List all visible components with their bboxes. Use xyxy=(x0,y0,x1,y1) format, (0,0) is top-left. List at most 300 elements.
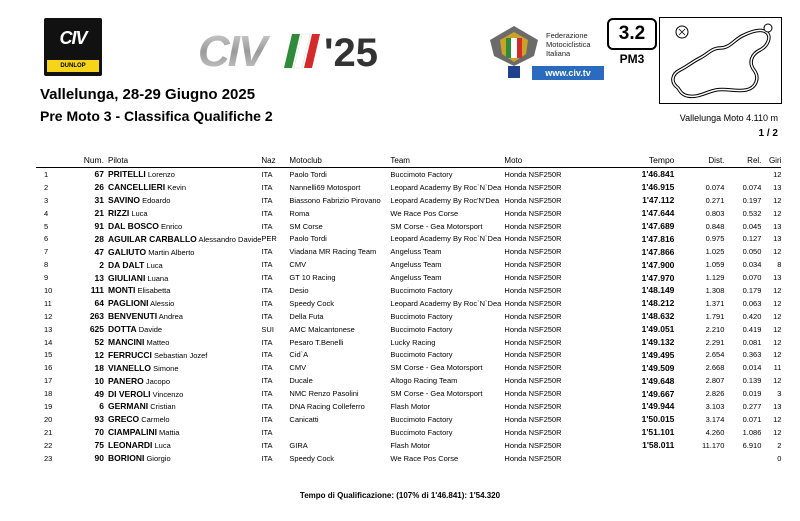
table-row xyxy=(36,426,781,439)
col-num: Num. xyxy=(66,153,108,168)
row-tempo: 1'47.112 xyxy=(642,195,675,206)
col-dist: Dist. xyxy=(674,153,724,168)
row-giri: 12 xyxy=(773,208,782,218)
row-dist: 1.371 xyxy=(705,298,725,308)
row-moto: Honda NSF250R xyxy=(504,221,562,231)
row-motoclub: Ducale xyxy=(289,376,313,386)
row-dist: 2.668 xyxy=(705,363,725,373)
row-pos: 4 xyxy=(44,208,49,218)
row-tempo xyxy=(630,452,674,465)
table-row xyxy=(36,297,781,310)
row-naz: PER xyxy=(261,234,277,244)
row-dist: 2.826 xyxy=(705,389,725,399)
federation-url[interactable]: www.civ.tv xyxy=(532,66,604,80)
row-pos: 1 xyxy=(44,169,49,179)
results-body xyxy=(36,168,781,465)
row-moto: Honda NSF250R xyxy=(504,298,562,308)
row-num: 93 xyxy=(94,414,104,425)
row-dist: 3.174 xyxy=(705,414,725,424)
rider-surname: VIANELLO xyxy=(108,362,151,373)
row-tempo: 1'49.944 xyxy=(641,401,675,412)
row-num: 47 xyxy=(94,246,104,257)
row-dist: 0.803 xyxy=(705,208,725,218)
federation-name-line2: Motociclistica xyxy=(546,40,591,49)
row-motoclub: GT 10 Racing xyxy=(289,273,336,283)
row-rel: 0.063 xyxy=(742,298,762,308)
row-pos: 12 xyxy=(44,311,53,321)
row-pilota xyxy=(108,413,261,426)
row-num: 52 xyxy=(94,337,104,348)
row-naz: ITA xyxy=(261,401,273,411)
row-naz: ITA xyxy=(261,169,273,179)
row-pilota xyxy=(108,310,261,323)
track-info: Vallelunga Moto 4.110 m xyxy=(679,113,778,123)
row-giri: 12 xyxy=(773,285,782,295)
row-team: Leopard Academy By Roc`N`Dea xyxy=(390,234,502,244)
rider-firstname: Alessandro Davide xyxy=(198,234,262,244)
row-dist: 11.170 xyxy=(702,440,725,450)
row-pos: 15 xyxy=(44,350,53,360)
row-num: 2 xyxy=(99,259,104,270)
row-naz: ITA xyxy=(261,221,273,231)
row-team: We Race Pos Corse xyxy=(390,453,459,463)
page-number: 1 / 2 xyxy=(758,128,778,139)
row-moto: Honda NSF250R xyxy=(504,285,562,295)
row-giri: 12 xyxy=(773,324,782,334)
row-naz: ITA xyxy=(261,376,273,386)
row-tempo: 1'46.841 xyxy=(641,169,675,180)
row-pilota xyxy=(108,220,261,233)
row-motoclub: Pesaro T.Benelli xyxy=(289,337,344,347)
rider-firstname: Luca xyxy=(131,209,148,219)
row-pos: 19 xyxy=(44,401,53,411)
row-motoclub: NMC Renzo Pasolini xyxy=(289,389,359,399)
rider-firstname: Luana xyxy=(147,273,169,283)
rider-surname: FERRUCCI xyxy=(108,349,152,360)
row-num: 12 xyxy=(94,349,104,360)
rider-surname: CIAMPALINI xyxy=(108,427,157,438)
rider-firstname: Alessio xyxy=(150,299,175,309)
row-motoclub: Desio xyxy=(289,285,309,295)
row-naz: ITA xyxy=(261,389,273,399)
row-pos: 16 xyxy=(44,363,53,373)
federation-name-line3: Italiana xyxy=(546,49,571,58)
row-dist: 2.291 xyxy=(705,337,725,347)
rider-firstname: Edoardo xyxy=(142,196,171,206)
row-moto: Honda NSF250R xyxy=(504,311,562,321)
row-num: 49 xyxy=(94,388,104,399)
col-pilota: Pilota xyxy=(108,153,261,168)
federation-name-line1: Federazione xyxy=(546,31,588,40)
row-pos: 14 xyxy=(44,337,53,347)
row-tempo: 1'47.970 xyxy=(641,272,675,283)
row-moto: Honda NSF250R xyxy=(504,324,562,334)
table-row xyxy=(36,336,781,349)
row-num: 18 xyxy=(94,362,104,373)
row-tempo: 1'49.051 xyxy=(641,324,675,335)
row-pos: 23 xyxy=(44,453,53,463)
table-row xyxy=(36,361,781,374)
table-row xyxy=(36,387,781,400)
row-pos: 17 xyxy=(44,376,53,386)
row-num: 28 xyxy=(94,233,104,244)
row-naz: ITA xyxy=(261,337,273,347)
row-num: 6 xyxy=(99,401,104,412)
row-naz: ITA xyxy=(261,260,273,270)
row-giri: 13 xyxy=(773,221,782,231)
table-row xyxy=(36,258,781,271)
row-giri: 12 xyxy=(773,414,782,424)
row-pos: 6 xyxy=(44,234,49,244)
row-giri: 2 xyxy=(777,440,782,450)
row-num: 111 xyxy=(90,285,104,296)
row-naz: ITA xyxy=(261,440,273,450)
table-row xyxy=(36,400,781,413)
row-pilota xyxy=(108,361,261,374)
row-team: Angeluss Team xyxy=(390,247,442,257)
rider-firstname: Martin Alberto xyxy=(148,247,195,257)
rider-firstname: Matteo xyxy=(146,338,170,348)
row-tempo: 1'46.915 xyxy=(641,182,675,193)
row-giri: 12 xyxy=(773,247,782,257)
row-rel: 0.034 xyxy=(742,260,762,270)
row-tempo: 1'47.816 xyxy=(641,233,675,244)
row-motoclub: Paolo Tordi xyxy=(289,169,327,179)
rider-surname: CANCELLIERI xyxy=(108,182,166,193)
row-dist: 0.848 xyxy=(705,221,725,231)
row-team: SM Corse - Gea Motorsport xyxy=(390,221,483,231)
row-moto: Honda NSF250R xyxy=(504,169,562,179)
row-pos: 20 xyxy=(44,414,53,424)
row-rel: 0.070 xyxy=(742,273,762,283)
qualification-time: Tempo di Qualificazione: (107% di 1'46.841): 1'54.320 xyxy=(299,491,501,500)
row-rel: 6.910 xyxy=(742,440,762,450)
rider-firstname: Vincenzo xyxy=(152,389,184,399)
track-map-icon xyxy=(659,17,782,104)
row-pilota xyxy=(108,323,261,336)
row-giri: 12 xyxy=(773,337,782,347)
row-tempo: 1'48.212 xyxy=(641,298,675,309)
results-table xyxy=(36,153,781,464)
rider-surname: BORIONI xyxy=(108,453,145,464)
rider-firstname: Luca xyxy=(146,260,163,270)
row-giri: 8 xyxy=(777,260,782,270)
rider-firstname: Davide xyxy=(138,325,163,335)
row-giri: 13 xyxy=(773,273,782,283)
row-team: Lucky Racing xyxy=(390,337,436,347)
row-naz: ITA xyxy=(261,273,273,283)
rider-firstname: Cristian xyxy=(150,402,176,412)
session-title: Pre Moto 3 - Classifica Qualifiche 2 xyxy=(40,108,273,124)
row-motoclub: SM Corse xyxy=(289,221,323,231)
col-pos xyxy=(36,153,66,168)
row-pilota xyxy=(108,232,261,245)
row-tempo: 1'58.011 xyxy=(642,440,675,451)
row-num: 70 xyxy=(94,427,104,438)
table-row xyxy=(36,245,781,258)
row-num: 75 xyxy=(94,440,104,451)
row-team: Flash Motor xyxy=(390,440,431,450)
rider-firstname: Enrico xyxy=(160,222,183,231)
row-giri: 12 xyxy=(773,169,782,179)
row-motoclub: Nannelli69 Motosport xyxy=(289,182,361,192)
row-num: 10 xyxy=(94,375,104,386)
row-pos: 11 xyxy=(44,298,52,308)
row-giri: 11 xyxy=(773,363,782,373)
rider-surname: DAL BOSCO xyxy=(108,221,159,231)
row-rel: 0.127 xyxy=(742,234,762,244)
row-moto: Honda NSF250R xyxy=(504,363,562,373)
row-pos: 10 xyxy=(44,285,53,295)
row-motoclub xyxy=(289,426,390,439)
table-row xyxy=(36,220,781,233)
row-rel: 0.081 xyxy=(742,337,762,347)
row-rel: 0.071 xyxy=(742,414,762,424)
row-motoclub: Della Futa xyxy=(289,311,324,321)
row-rel: 0.139 xyxy=(742,376,762,386)
row-pos: 2 xyxy=(44,182,49,192)
row-team: Buccimoto Factory xyxy=(390,414,453,424)
row-num: 263 xyxy=(89,311,104,322)
row-team: Angeluss Team xyxy=(390,273,442,283)
row-dist xyxy=(674,452,724,465)
row-moto: Honda NSF250R xyxy=(504,337,562,347)
row-giri: 13 xyxy=(773,401,782,411)
rider-firstname: Elisabetta xyxy=(137,286,171,296)
row-moto: Honda NSF250R xyxy=(504,260,562,270)
row-pos: 13 xyxy=(44,324,53,334)
row-team: SM Corse - Gea Motorsport xyxy=(390,363,483,373)
row-giri: 12 xyxy=(773,195,782,205)
row-team: Leopard Academy By Roc`N`Dea xyxy=(390,182,502,192)
row-pilota xyxy=(108,400,261,413)
rider-surname: GRECO xyxy=(108,414,140,425)
rider-surname: BENVENUTI xyxy=(108,311,158,322)
row-pilota xyxy=(108,439,261,452)
table-row xyxy=(36,194,781,207)
row-naz: ITA xyxy=(261,208,273,218)
row-dist: 2.654 xyxy=(705,350,725,360)
rider-surname: PRITELLI xyxy=(108,169,146,180)
row-pilota xyxy=(108,336,261,349)
row-motoclub: Viadana MR Racing Team xyxy=(289,247,377,257)
row-tempo: 1'47.866 xyxy=(641,246,675,257)
row-dist: 2.807 xyxy=(705,376,725,386)
row-rel: 0.074 xyxy=(742,182,762,192)
row-moto: Honda NSF250R xyxy=(504,182,562,192)
row-tempo: 1'48.632 xyxy=(641,311,675,322)
row-pilota xyxy=(108,374,261,387)
row-dist: 3.103 xyxy=(705,401,725,411)
civ-logo-text: CIV xyxy=(59,28,87,48)
rider-surname: LEONARDI xyxy=(108,440,153,451)
row-moto: Honda NSF250R xyxy=(504,401,562,411)
row-tempo: 1'49.509 xyxy=(641,362,675,373)
rider-surname: GALIUTO xyxy=(108,246,147,257)
row-motoclub: Paolo Tordi xyxy=(289,234,327,244)
col-naz: Naz xyxy=(261,153,289,168)
row-rel: 0.532 xyxy=(742,208,762,218)
row-rel: 1.086 xyxy=(742,427,762,437)
rider-surname: RIZZI xyxy=(108,208,130,219)
row-rel: 0.045 xyxy=(742,221,762,231)
row-tempo: 1'47.644 xyxy=(641,208,675,219)
row-tempo: 1'49.495 xyxy=(641,349,675,360)
row-tempo: 1'47.689 xyxy=(641,221,675,231)
table-row xyxy=(36,271,781,284)
civ25-banner xyxy=(196,28,418,72)
row-naz: ITA xyxy=(261,182,273,192)
rider-firstname: Simone xyxy=(153,363,179,373)
row-num: 625 xyxy=(89,324,104,335)
row-pos: 9 xyxy=(44,273,49,283)
row-naz: SUI xyxy=(261,324,274,334)
row-moto: Honda NSF250R xyxy=(504,440,562,450)
row-pos: 21 xyxy=(44,427,53,437)
row-team: Buccimoto Factory xyxy=(390,427,453,437)
row-giri: 12 xyxy=(773,427,782,437)
rider-surname: PAGLIONI xyxy=(108,298,149,309)
row-giri: 3 xyxy=(777,389,782,399)
row-motoclub: AMC Malcantonese xyxy=(289,324,355,334)
row-motoclub: Roma xyxy=(289,208,310,218)
row-motoclub: DNA Racing Colleferro xyxy=(289,401,365,411)
row-giri: 0 xyxy=(777,453,782,463)
row-motoclub: CMV xyxy=(289,363,307,373)
rider-firstname: Jacopo xyxy=(145,376,171,386)
row-team: Buccimoto Factory xyxy=(390,350,453,360)
row-pilota xyxy=(108,426,261,439)
event-title: Vallelunga, 28-29 Giugno 2025 xyxy=(40,86,256,103)
rider-firstname: Luca xyxy=(154,441,171,451)
row-dist: 1.025 xyxy=(705,247,725,257)
class-code: PM3 xyxy=(619,52,645,66)
row-dist xyxy=(674,168,724,181)
row-rel: 0.050 xyxy=(742,247,762,257)
row-giri: 13 xyxy=(773,234,782,244)
row-giri: 12 xyxy=(773,350,782,360)
table-row xyxy=(36,181,781,194)
col-tempo: Tempo xyxy=(630,153,674,168)
row-dist: 1.791 xyxy=(705,311,725,321)
row-pilota xyxy=(108,348,261,361)
row-rel: 0.019 xyxy=(742,389,762,399)
table-row xyxy=(36,168,781,181)
row-rel: 0.277 xyxy=(742,401,762,411)
rider-surname: GIULIANI xyxy=(108,272,146,283)
row-num: 91 xyxy=(94,221,104,231)
row-tempo: 1'47.900 xyxy=(641,259,675,270)
row-pilota xyxy=(108,194,261,207)
row-naz: ITA xyxy=(261,311,273,321)
row-naz: ITA xyxy=(261,350,273,360)
row-naz: ITA xyxy=(261,247,273,257)
col-motoclub: Motoclub xyxy=(289,153,390,168)
rider-surname: MONTI xyxy=(108,285,136,296)
row-pos: 8 xyxy=(44,260,49,270)
rider-firstname: Carmelo xyxy=(141,415,170,425)
rider-surname: DI VEROLI xyxy=(108,388,151,399)
row-motoclub: Canicatti xyxy=(289,414,319,424)
row-pilota xyxy=(108,387,261,400)
row-tempo: 1'49.667 xyxy=(641,388,675,399)
svg-text:'25: '25 xyxy=(324,31,379,72)
row-moto: Honda NSF250R xyxy=(504,453,562,463)
row-motoclub: Cid`A xyxy=(289,350,309,360)
row-pilota xyxy=(108,271,261,284)
rider-firstname: Andrea xyxy=(158,312,183,322)
row-naz: ITA xyxy=(261,414,273,424)
row-naz: ITA xyxy=(261,195,273,205)
rider-surname: MANCINI xyxy=(108,337,145,348)
row-team: Buccimoto Factory xyxy=(390,285,453,295)
row-motoclub: Biassono Fabrizio Pirovano xyxy=(289,195,381,205)
row-tempo: 1'49.648 xyxy=(641,375,675,386)
row-pilota xyxy=(108,245,261,258)
row-rel: 0.014 xyxy=(742,363,762,373)
row-num: 64 xyxy=(94,298,104,309)
rider-surname: PANERO xyxy=(108,375,144,386)
row-motoclub: Speedy Cock xyxy=(289,298,335,308)
row-naz: ITA xyxy=(261,453,273,463)
table-row xyxy=(36,284,781,297)
row-rel: 0.363 xyxy=(742,350,762,360)
row-rel: 0.179 xyxy=(742,285,762,295)
row-team: We Race Pos Corse xyxy=(390,208,459,218)
row-team: Buccimoto Factory xyxy=(390,311,453,321)
table-row xyxy=(36,452,781,465)
row-moto: Honda NSF250R xyxy=(504,247,562,257)
row-moto: Honda NSF250R xyxy=(504,427,562,437)
row-moto: Honda NSF250R xyxy=(504,350,562,360)
row-tempo: 1'51.101 xyxy=(641,427,675,438)
document-number: 3.2 xyxy=(607,18,657,50)
row-dist: 1.059 xyxy=(705,260,725,270)
row-num: 26 xyxy=(94,182,104,193)
rider-surname: DOTTA xyxy=(108,324,137,335)
row-num: 21 xyxy=(94,208,104,219)
col-giri: Giri xyxy=(761,153,781,168)
row-team: Buccimoto Factory xyxy=(390,324,453,334)
row-motoclub: GIRA xyxy=(289,440,308,450)
row-pilota xyxy=(108,168,261,181)
row-naz: ITA xyxy=(261,427,273,437)
table-row xyxy=(36,439,781,452)
row-team: Flash Motor xyxy=(390,401,431,411)
row-pos: 3 xyxy=(44,195,49,205)
row-moto: Honda NSF250R xyxy=(504,273,562,283)
rider-surname: GERMANI xyxy=(108,401,149,412)
col-team: Team xyxy=(390,153,504,168)
row-team: Leopard Academy By Roc'N'Dea xyxy=(390,195,500,205)
row-pilota xyxy=(108,207,261,220)
rider-firstname: Sebastian Jozef xyxy=(154,350,208,360)
row-moto: Honda NSF250R xyxy=(504,208,562,218)
row-rel xyxy=(724,168,761,181)
row-pos: 5 xyxy=(44,221,49,231)
row-naz: ITA xyxy=(261,298,273,308)
row-motoclub: CMV xyxy=(289,260,307,270)
row-dist: 2.210 xyxy=(705,324,725,334)
row-dist: 1.308 xyxy=(705,285,725,295)
row-dist: 4.260 xyxy=(705,427,725,437)
row-rel: 0.197 xyxy=(742,195,762,205)
rider-firstname: Lorenzo xyxy=(147,170,175,180)
row-giri: 12 xyxy=(773,298,782,308)
table-row xyxy=(36,232,781,245)
row-motoclub: Speedy Cock xyxy=(289,453,335,463)
row-tempo: 1'50.015 xyxy=(641,414,675,425)
